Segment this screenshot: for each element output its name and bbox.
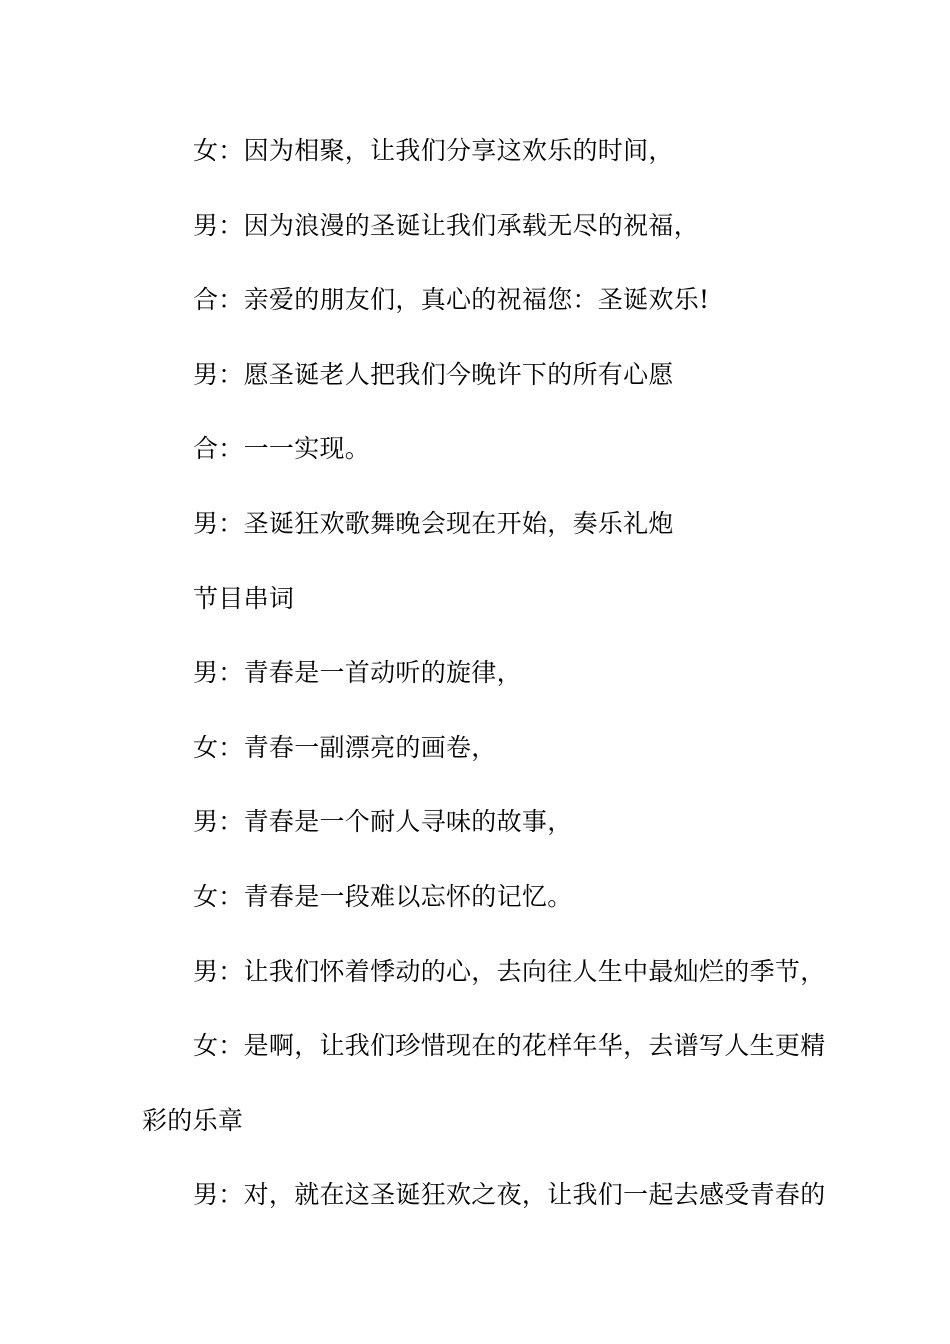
text-line: 女：是啊，让我们珍惜现在的花样年华，去谱写人生更精 <box>193 1031 826 1061</box>
text-line-continuation: 彩的乐章 <box>142 1105 244 1135</box>
text-line: 男：让我们怀着悸动的心，去向往人生中最灿烂的季节， <box>193 956 826 986</box>
text-line: 合：一一实现。 <box>193 434 371 464</box>
text-line: 女：青春是一段难以忘怀的记忆。 <box>193 881 573 911</box>
document-body <box>142 133 826 1252</box>
text-line: 女：青春一副漂亮的画卷， <box>193 732 497 762</box>
text-line: 男：对，就在这圣诞狂欢之夜，让我们一起去感受青春的 <box>193 1180 826 1210</box>
text-line: 男：愿圣诞老人把我们今晚许下的所有心愿 <box>193 359 674 389</box>
text-line: 男：圣诞狂欢歌舞晚会现在开始，奏乐礼炮 <box>193 508 674 538</box>
text-line: 女：因为相聚，让我们分享这欢乐的时间， <box>193 136 674 165</box>
text-line: 男：因为浪漫的圣诞让我们承载无尽的祝福， <box>193 210 700 240</box>
text-line: 合：亲爱的朋友们，真心的祝福您：圣诞欢乐! <box>193 285 710 315</box>
text-line: 男：青春是一个耐人寻味的故事， <box>193 807 573 837</box>
section-heading: 节目串词 <box>193 583 295 613</box>
text-line: 男：青春是一首动听的旋律， <box>193 658 522 688</box>
